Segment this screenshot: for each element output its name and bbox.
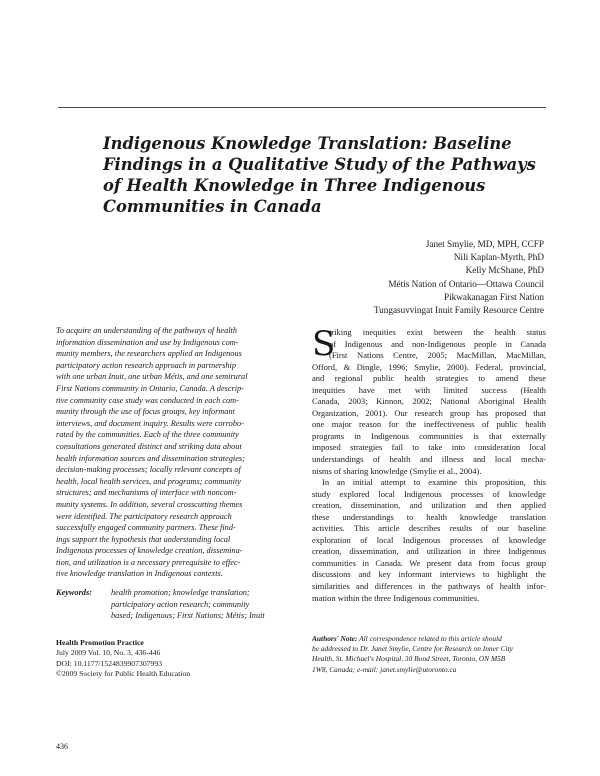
title-line: Findings in a Qualitative Study of the Pathways — [103, 155, 536, 174]
body-line: programs in Indigenous communities is that externally — [312, 430, 546, 441]
abstract-line: tive community case study was conducted in each com- — [56, 395, 239, 405]
title-line: of Health Knowledge in Three Indigenous — [103, 176, 486, 195]
title-line: Communities in Canada — [103, 197, 322, 216]
authors-note — [312, 634, 548, 675]
body-line: creation, dissemination, and utilization and then applied — [312, 500, 546, 511]
abstract-line: health information sources and dissemination strategies; — [56, 453, 245, 463]
keywords-line: based; Indigenous; First Nations; Métis; Inuit — [111, 611, 265, 621]
journal-copyright: ©2009 Society for Public Health Education — [56, 669, 191, 679]
title-line: Indigenous Knowledge Translation: Baseline — [103, 134, 512, 153]
authors-note-line — [312, 634, 548, 644]
body-line: In an initial attempt to examine this proposition, this — [322, 477, 546, 488]
abstract-line: tion, and utilization is a necessary prerequisite to effec- — [56, 557, 241, 567]
article-title — [103, 133, 543, 217]
body-line: mation within the three Indigenous communities. — [312, 592, 480, 603]
authors-note-text: All correspondence related to this article should — [357, 634, 502, 643]
abstract-line: decision-making processes; locally relevant concepts of — [56, 465, 241, 475]
body-line: exploration of local Indigenous processes of knowledge — [312, 534, 546, 545]
body-line: Canada, 2003; Kinnon, 2002; National Aboriginal Health — [312, 396, 546, 407]
paragraph-1 — [312, 324, 546, 477]
authors-note-line: 1W8, Canada; e-mail: janet.smylie@utoronto.ca — [312, 664, 457, 674]
body-line: Offord, & Dingle, 1996; Smylie, 2000). Federal, provincial, — [312, 361, 546, 372]
journal-doi: DOI: 10.1177/1524839907307993 — [56, 658, 163, 668]
abstract-line: information dissemination and use by Indigenous com- — [56, 337, 239, 347]
abstract-line: munity through the use of focus groups, key informant — [56, 407, 235, 417]
paragraph-2 — [312, 477, 546, 604]
body-line: one major reason for the ineffectiveness of public health — [312, 419, 546, 430]
keywords-label: Keywords: — [56, 588, 92, 597]
authors-note-label: Authors' Note: — [312, 634, 358, 643]
author-line: Janet Smylie, MD, MPH, CCFP — [425, 239, 544, 249]
authors-note-line: be addressed to Dr. Janet Smylie, Centre for Research on Inner City — [312, 644, 513, 654]
body-line: these understandings to health knowledge translation — [312, 511, 546, 522]
abstract-line: rated by the communities. Each of the three community — [56, 430, 239, 440]
body-line: understandings of health and illness and local mecha- — [312, 454, 546, 465]
author-line: Métis Nation of Ontario—Ottawa Council — [388, 278, 544, 289]
body-line: imposed strategies fail to take into consideration local — [312, 442, 546, 453]
body-line: discussions and key informant interviews to highlight the — [312, 569, 546, 580]
keywords-list — [111, 587, 265, 622]
author-line: Kelly McShane, PhD — [465, 265, 544, 276]
authors-note-line: Health, St. Michael's Hospital, 30 Bond Street, Toronto, ON M5B — [312, 654, 506, 664]
author-list — [374, 238, 544, 317]
body-text — [312, 324, 546, 604]
abstract-line: successfully engaged community partners. These find- — [56, 523, 236, 533]
body-line: inequities have met with limited success (Health — [312, 384, 546, 395]
body-line: and regional public health strategies to amend these — [312, 373, 546, 384]
abstract-line: Indigenous processes of knowledge creation, dissemina- — [56, 546, 243, 556]
abstract-line: munity systems. In addition, several crosscutting themes — [56, 499, 243, 509]
abstract-line: To acquire an understanding of the pathways of health — [56, 326, 237, 335]
body-line: creation, dissemination, and utilization in three Indigenous — [312, 546, 546, 557]
abstract-line: interviews, and document inquiry. Results were corrobo- — [56, 418, 244, 428]
page-number: 436 — [56, 742, 68, 751]
body-line: of Indigenous and non-Indigenous people in Canada — [329, 338, 546, 349]
abstract-line: health, local health services, and programs; community — [56, 476, 241, 486]
abstract-line: tive knowledge translation in Indigenous contexts. — [56, 569, 223, 579]
journal-issue: July 2009 Vol. 10, No. 3, 436-446 — [56, 648, 161, 658]
body-line: communities in Canada. We present data from focus group — [312, 557, 546, 568]
abstract-line: ings support the hypothesis that understanding local — [56, 534, 231, 544]
abstract-line: structures; and mechanisms of interface with noncom- — [56, 488, 237, 498]
author-line: Tungasuvvingat Inuit Family Resource Centre — [373, 305, 544, 316]
abstract-line: with one urban Inuit, one urban Métis, and one semirural — [56, 372, 248, 382]
body-line: study explored local Indigenous processes of knowledge — [312, 488, 546, 499]
abstract — [56, 325, 296, 580]
keywords-line: health promotion; knowledge translation; — [111, 588, 250, 597]
body-line: activities. This article describes results of our baseline — [312, 523, 546, 534]
journal-name: Health Promotion Practice — [56, 638, 144, 647]
abstract-line: participatory action research approach in partnership — [56, 360, 236, 370]
body-line: Organization, 2001). Our research group has proposed that — [312, 407, 546, 418]
body-line: similarities and differences in the pathways of health infor- — [312, 581, 546, 592]
keywords-line: participatory action research; community — [111, 599, 250, 609]
abstract-line: were identified. The participatory research approach — [56, 511, 232, 521]
abstract-line: First Nations community in Ontario, Canada. A descrip- — [56, 383, 244, 393]
journal-info — [56, 638, 190, 680]
body-line: nisms of sharing knowledge (Smylie et al., 2004). — [312, 465, 482, 476]
abstract-line: munity members, the researchers applied an Indigenous — [56, 349, 242, 359]
drop-cap: S — [312, 324, 336, 364]
author-line: Pikwakanagan First Nation — [443, 291, 544, 302]
author-line: Nili Kaplan-Myrth, PhD — [453, 252, 544, 263]
top-rule — [58, 107, 546, 108]
abstract-line: consultations generated distinct and striking data about — [56, 441, 242, 451]
body-line: triking inequities exist between the health status — [329, 327, 546, 337]
body-line: (First Nations Centre, 2005; MacMillan, MacMillan, — [329, 350, 546, 361]
